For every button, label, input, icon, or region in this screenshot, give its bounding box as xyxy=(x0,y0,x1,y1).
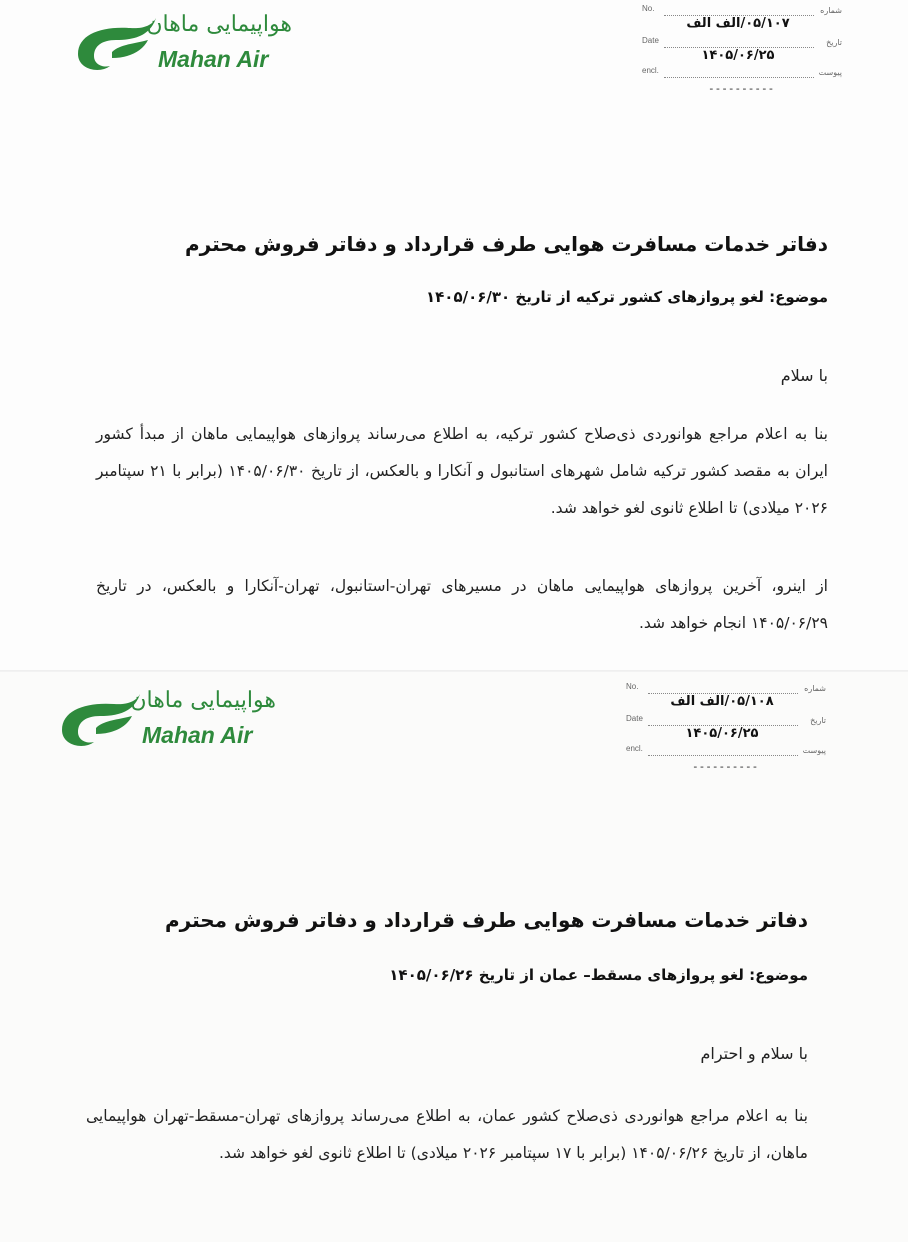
letter-muscat-cancellation xyxy=(0,672,908,1242)
ref-encl-label-en: encl. xyxy=(642,66,659,75)
ref-date-label-en: Date xyxy=(642,36,659,45)
ref-date-label-en: Date xyxy=(626,714,643,723)
letter-subject: موضوع: لغو پروازهای مسقط– عمان از تاریخ ۱۴۰۵/۰۶/۲۶ xyxy=(389,966,808,984)
ref-number-row xyxy=(626,680,826,709)
ref-number-label-fa: شماره xyxy=(804,684,826,693)
ref-date-label-fa: تاریخ xyxy=(810,716,826,725)
ref-encl-row xyxy=(642,64,842,84)
ref-date-value: ۱۴۰۵/۰۶/۲۵ xyxy=(701,48,775,63)
mahan-air-logo xyxy=(72,10,292,76)
logo-name-en: Mahan Air xyxy=(142,722,253,748)
letter-paragraph-1: بنا به اعلام مراجع هوانوردی ذی‌صلاح کشور ترکیه، به اطلاع می‌رساند پروازهای هواپیمایی ماهان از مبدأ کشور ایران به مقصد کشور ترکیه شامل شهرهای استانبول و آنکارا و بالعکس، از تاریخ ۱۴۰۵/۰۶/۳۰ (برابر با ۲۱ سپتامبر ۲۰۲۶ میلادی) تا اطلاع ثانوی لغو خواهد شد. xyxy=(96,425,828,517)
ref-encl-label-fa: پیوست xyxy=(802,746,826,755)
reference-block xyxy=(642,2,842,98)
logo-name-en: Mahan Air xyxy=(158,46,269,72)
letter-heading: دفاتر خدمات مسافرت هوایی طرف قرارداد و دفاتر فروش محترم xyxy=(164,908,808,932)
mahan-bird-icon xyxy=(72,14,156,74)
ref-number-label-en: No. xyxy=(626,682,639,691)
letter-greeting: با سلام xyxy=(780,366,828,385)
ref-encl-row xyxy=(626,742,826,762)
ref-encl-label-en: encl. xyxy=(626,744,643,753)
ref-date-row xyxy=(626,712,826,741)
ref-number-row xyxy=(642,2,842,31)
logo-name-fa: هواپیمایی ماهان xyxy=(130,688,276,713)
ref-dash: ---------- xyxy=(708,82,775,95)
ref-number-value: ۰۵/۱۰۸/الف الف xyxy=(670,694,774,709)
letter-paragraph-1: بنا به اعلام مراجع هوانوردی ذی‌صلاح کشور عمان، به اطلاع می‌رساند پروازهای تهران-مسقط-تهران هواپیمایی ماهان، از تاریخ ۱۴۰۵/۰۶/۲۶ (برابر با ۱۷ سپتامبر ۲۰۲۶ میلادی) تا اطلاع ثانوی لغو خواهد شد. xyxy=(86,1107,808,1162)
ref-encl-line xyxy=(648,755,798,756)
ref-encl-label-fa: پیوست xyxy=(818,68,842,77)
mahan-bird-icon xyxy=(56,690,140,750)
letter-heading: دفاتر خدمات مسافرت هوایی طرف قرارداد و دفاتر فروش محترم xyxy=(184,232,828,256)
letter-greeting: با سلام و احترام xyxy=(700,1044,808,1063)
letter-subject: موضوع: لغو پروازهای کشور ترکیه از تاریخ ۱۴۰۵/۰۶/۳۰ xyxy=(426,288,828,306)
ref-date-row xyxy=(642,34,842,63)
ref-dash: ---------- xyxy=(692,760,759,773)
ref-number-label-en: No. xyxy=(642,4,655,13)
mahan-air-logo xyxy=(56,686,276,752)
ref-date-value: ۱۴۰۵/۰۶/۲۵ xyxy=(685,726,759,741)
ref-date-label-fa: تاریخ xyxy=(826,38,842,47)
ref-encl-line xyxy=(664,77,814,78)
letter-paragraph-2: از اینرو، آخرین پروازهای هواپیمایی ماهان در مسیرهای تهران-استانبول، تهران-آنکارا و بالعکس، در تاریخ ۱۴۰۵/۰۶/۲۹ انجام خواهد شد. xyxy=(96,577,828,632)
logo-name-fa: هواپیمایی ماهان xyxy=(146,12,292,37)
reference-block xyxy=(626,680,826,776)
ref-number-label-fa: شماره xyxy=(820,6,842,15)
ref-number-value: ۰۵/۱۰۷/الف الف xyxy=(686,16,790,31)
